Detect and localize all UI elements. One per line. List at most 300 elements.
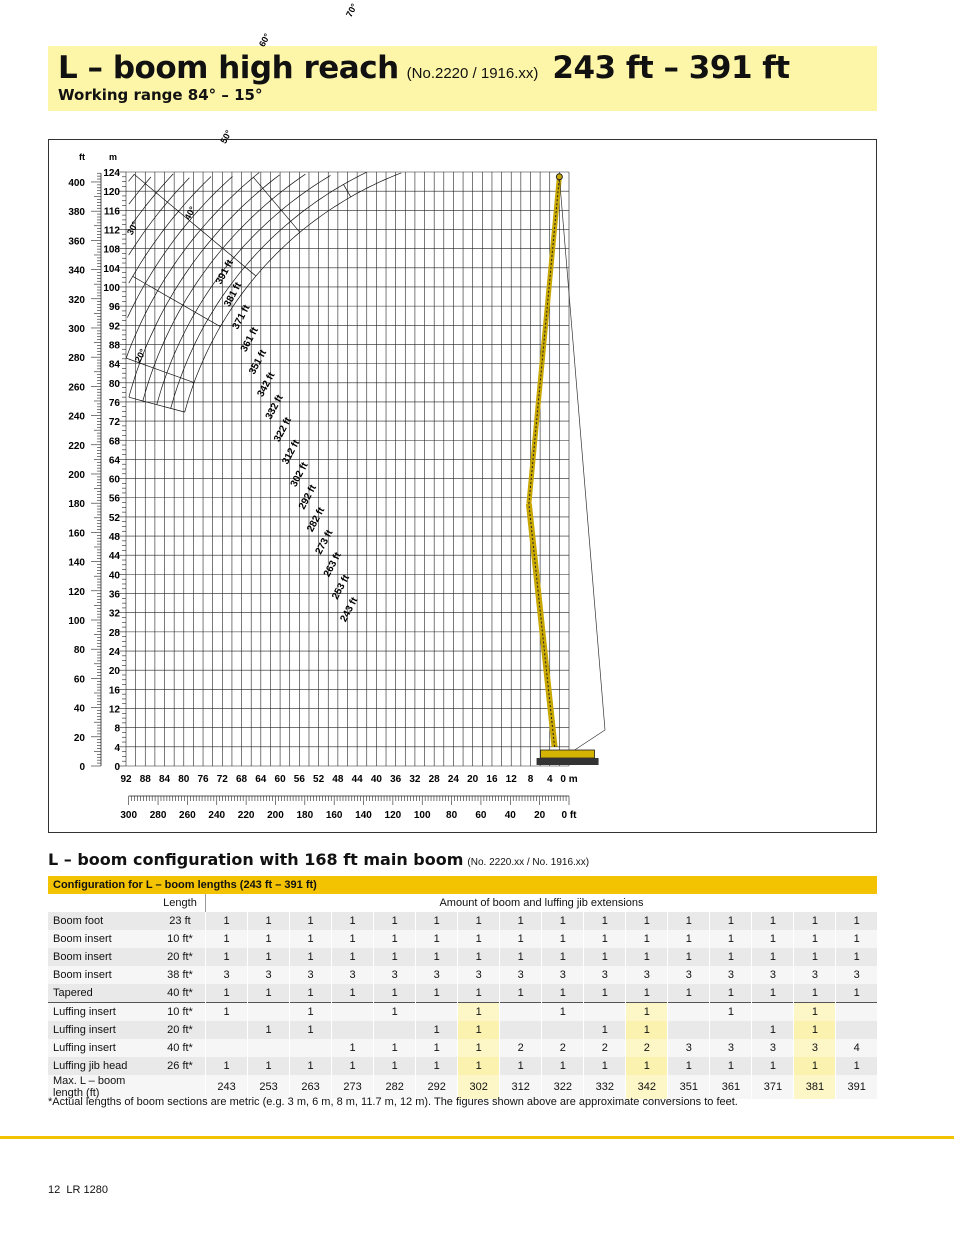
configuration-table [48, 876, 877, 1099]
table-cell: 1 [416, 1021, 458, 1039]
table-cell: 1 [290, 912, 332, 930]
y-m-tick-label: 88 [108, 340, 120, 352]
y-m-tick-label: 64 [108, 455, 120, 467]
boom-length-label: 391 ft [213, 258, 236, 287]
table-cell: 1 [416, 1039, 458, 1057]
boom-length-label: 361 ft [238, 325, 261, 354]
x-m-tick-label: 28 [428, 774, 440, 785]
x-m-tick-label: 44 [351, 774, 363, 785]
y-ft-tick-label: 240 [68, 411, 85, 423]
table-cell: 1 [248, 930, 290, 948]
y-m-tick-label: 40 [108, 570, 120, 582]
y-m-tick-label: 124 [103, 168, 120, 179]
angle-label: 30° [124, 219, 141, 237]
angle-label: 20° [132, 347, 148, 364]
table-cell: 3 [206, 966, 248, 984]
table-cell: 292 [416, 1075, 458, 1099]
x-ft-tick-label: 140 [355, 810, 372, 821]
table-cell [584, 1003, 626, 1022]
y-m-tick-label: 80 [108, 378, 120, 390]
table-cell: 1 [500, 1057, 542, 1075]
y-m-tick-label: 104 [103, 263, 120, 275]
row-label: Max. L – boom length (ft) [48, 1075, 155, 1099]
y-m-tick-label: 60 [108, 474, 120, 486]
table-cell: 1 [710, 984, 752, 1003]
table-cell: 1 [794, 930, 836, 948]
table-row [48, 966, 877, 984]
table-cell: 1 [794, 912, 836, 930]
working-range-arc [129, 174, 135, 181]
table-header-row [48, 876, 877, 894]
table-subheader-row [48, 894, 877, 912]
table-cell: 243 [206, 1075, 248, 1099]
table-cell: 1 [206, 984, 248, 1003]
angle-line [133, 276, 221, 326]
table-cell: 1 [206, 948, 248, 966]
section-title-main: L – boom configuration with 168 ft main boom [48, 850, 464, 869]
table-cell: 1 [752, 948, 794, 966]
row-length: 20 ft* [155, 1021, 206, 1039]
table-cell: 1 [332, 930, 374, 948]
table-cell: 1 [416, 1057, 458, 1075]
x-m-tick-label: 16 [486, 774, 498, 785]
y-ft-tick-label: 300 [68, 323, 85, 335]
x-m-tick-label: 88 [139, 774, 151, 785]
x-m-tick-label: 64 [255, 774, 267, 785]
table-cell: 1 [668, 948, 710, 966]
x-m-tick-label: 0 m [560, 774, 578, 785]
y-ft-tick-label: 220 [68, 440, 85, 452]
table-cell: 1 [794, 1057, 836, 1075]
table-cell: 1 [794, 1003, 836, 1022]
y-m-tick-label: 120 [103, 187, 120, 199]
boom-length-label: 322 ft [272, 415, 295, 444]
table-cell: 1 [626, 912, 668, 930]
table-cell: 1 [794, 1021, 836, 1039]
table-cell: 3 [752, 1039, 794, 1057]
angle-line [129, 397, 185, 412]
table-row [48, 912, 877, 930]
table-cell [500, 1021, 542, 1039]
section-title [48, 850, 589, 870]
table-cell: 1 [374, 948, 416, 966]
x-m-tick-label: 24 [447, 774, 459, 785]
table-cell: 1 [794, 984, 836, 1003]
x-m-tick-label: 68 [236, 774, 248, 785]
x-m-tick-label: 40 [370, 774, 382, 785]
table-cell [668, 1003, 710, 1022]
boom-length-label: 292 ft [296, 483, 319, 512]
table-cell [710, 1021, 752, 1039]
table-cell: 1 [542, 912, 584, 930]
x-m-tick-label: 80 [178, 774, 190, 785]
table-cell: 1 [752, 1021, 794, 1039]
table-cell [416, 1003, 458, 1022]
working-range-arc [157, 175, 331, 404]
table-cell: 1 [584, 1021, 626, 1039]
title-range: 243 ft – 391 ft [552, 50, 790, 86]
table-cell: 1 [290, 1057, 332, 1075]
table-cell: 1 [290, 1003, 332, 1022]
y-ft-tick-label: 320 [68, 294, 85, 306]
x-m-tick-label: 76 [197, 774, 209, 785]
x-ft-tick-label: 220 [237, 810, 255, 821]
table-cell: 351 [668, 1075, 710, 1099]
angle-label: 60° [256, 31, 273, 49]
table-cell: 2 [500, 1039, 542, 1057]
table-cell: 342 [626, 1075, 668, 1099]
table-cell: 3 [500, 966, 542, 984]
y-m-tick-label: 0 [114, 762, 120, 773]
x-ft-tick-label: 160 [325, 810, 343, 821]
table-cell: 1 [500, 984, 542, 1003]
table-cell: 1 [500, 948, 542, 966]
y-m-tick-label: 4 [114, 742, 120, 754]
table-cell: 332 [584, 1075, 626, 1099]
table-cell: 3 [248, 966, 290, 984]
table-cell: 1 [416, 912, 458, 930]
row-label: Luffing jib head [48, 1057, 155, 1075]
working-range-arc [131, 174, 174, 227]
table-cell: 1 [752, 1057, 794, 1075]
y-ft-tick-label: 160 [68, 528, 85, 540]
table-cell: 3 [584, 966, 626, 984]
table-row [48, 1057, 877, 1075]
boom-length-label: 273 ft [313, 528, 336, 557]
y-m-tick-label: 72 [108, 417, 120, 429]
table-cell: 391 [836, 1075, 877, 1099]
y-m-tick-label: 12 [108, 704, 120, 716]
table-cell: 1 [332, 1039, 374, 1057]
table-cell [248, 1039, 290, 1057]
table-cell: 302 [458, 1075, 500, 1099]
table-cell [836, 1003, 877, 1022]
table-cell: 1 [626, 1057, 668, 1075]
boom-length-label: 282 ft [305, 505, 328, 534]
y-m-tick-label: 116 [103, 206, 120, 218]
table-cell: 3 [794, 1039, 836, 1057]
table-cell: 3 [332, 966, 374, 984]
y-m-tick-label: 52 [108, 512, 120, 524]
table-cell: 1 [542, 1003, 584, 1022]
x-m-tick-label: 84 [158, 774, 171, 785]
y-ft-unit-label: ft [79, 152, 85, 162]
y-m-tick-label: 20 [108, 666, 120, 678]
table-cell: 381 [794, 1075, 836, 1099]
angle-label: 70° [343, 1, 360, 19]
row-length: 10 ft* [155, 1003, 206, 1022]
y-ft-tick-label: 280 [68, 353, 85, 365]
boom-length-label: 263 ft [321, 550, 344, 579]
y-m-tick-label: 56 [108, 493, 120, 505]
table-cell: 1 [206, 1003, 248, 1022]
table-cell: 1 [374, 1057, 416, 1075]
y-ft-tick-label: 180 [68, 499, 85, 511]
y-ft-tick-label: 400 [68, 177, 85, 189]
title-main: L – boom high reach [58, 50, 399, 86]
y-m-tick-label: 96 [108, 302, 120, 314]
table-cell: 1 [668, 984, 710, 1003]
working-range-arc [143, 174, 306, 401]
table-cell: 1 [626, 948, 668, 966]
table-cell [374, 1021, 416, 1039]
table-cell: 1 [668, 912, 710, 930]
table-cell: 1 [458, 1003, 500, 1022]
table-row [48, 1021, 877, 1039]
table-cell: 1 [542, 1057, 584, 1075]
table-cell: 1 [332, 948, 374, 966]
boom-length-label: 342 ft [255, 370, 278, 399]
y-m-tick-label: 108 [103, 244, 120, 256]
table-cell: 3 [626, 966, 668, 984]
table-cell: 1 [500, 912, 542, 930]
table-cell [332, 1021, 374, 1039]
angle-label: 50° [218, 128, 234, 146]
table-cell: 1 [374, 930, 416, 948]
table-cell: 1 [248, 1057, 290, 1075]
row-label: Boom insert [48, 948, 155, 966]
table-cell: 1 [290, 948, 332, 966]
table-cell: 3 [668, 966, 710, 984]
table-cell: 3 [542, 966, 584, 984]
table-cell: 1 [374, 984, 416, 1003]
table-row [48, 1039, 877, 1057]
row-label: Boom insert [48, 966, 155, 984]
x-ft-tick-label: 80 [446, 810, 458, 821]
boom-length-label: 381 ft [222, 280, 245, 309]
page-footer [48, 1184, 108, 1196]
table-cell: 1 [332, 912, 374, 930]
x-ft-tick-label: 240 [208, 810, 226, 821]
boom-length-label: 243 ft [338, 595, 361, 624]
y-m-tick-label: 100 [103, 282, 120, 294]
table-cell: 1 [374, 1039, 416, 1057]
boom-length-label: 312 ft [280, 438, 303, 467]
footnote: *Actual lengths of boom sections are metric (e.g. 3 m, 6 m, 8 m, 11.7 m, 12 m). The figures shown above are approximate conversions to feet. [48, 1096, 738, 1108]
table-cell: 3 [710, 1039, 752, 1057]
boom-length-label: 332 ft [263, 393, 286, 422]
guy-line [559, 177, 605, 730]
row-length: 20 ft* [155, 948, 206, 966]
page-number: 12 [48, 1184, 61, 1196]
table-cell: 3 [290, 966, 332, 984]
table-cell: 1 [542, 984, 584, 1003]
table-cell: 1 [584, 930, 626, 948]
title-band [48, 46, 877, 111]
y-ft-tick-label: 0 [79, 762, 85, 773]
boom-length-label: 302 ft [288, 460, 311, 489]
y-ft-tick-label: 380 [68, 207, 85, 219]
table-cell: 322 [542, 1075, 584, 1099]
table-cell: 1 [794, 948, 836, 966]
row-length: 40 ft* [155, 984, 206, 1003]
working-range-arc [129, 177, 211, 284]
x-m-tick-label: 20 [467, 774, 479, 785]
table-cell: 1 [206, 930, 248, 948]
row-length: 26 ft* [155, 1057, 206, 1075]
table-cell: 3 [416, 966, 458, 984]
y-m-tick-label: 8 [114, 723, 120, 735]
table-row [48, 930, 877, 948]
boom-length-label: 351 ft [247, 348, 270, 377]
table-cell: 1 [458, 930, 500, 948]
x-ft-tick-label: 280 [149, 810, 167, 821]
y-ft-tick-label: 140 [68, 557, 85, 569]
table-cell: 1 [710, 1003, 752, 1022]
table-cell [752, 1003, 794, 1022]
table-cell: 282 [374, 1075, 416, 1099]
y-ft-tick-label: 80 [73, 645, 85, 657]
row-label: Boom insert [48, 930, 155, 948]
table-cell: 1 [836, 948, 877, 966]
jib-head [556, 174, 562, 180]
table-cell: 1 [458, 948, 500, 966]
table-cell: 2 [542, 1039, 584, 1057]
empty-cell [48, 894, 155, 912]
table-cell [668, 1021, 710, 1039]
table-cell: 3 [794, 966, 836, 984]
title-model: (No.2220 / 1916.xx) [406, 65, 539, 82]
table-cell: 3 [458, 966, 500, 984]
table-cell: 1 [710, 912, 752, 930]
table-cell: 1 [836, 1057, 877, 1075]
y-ft-tick-label: 100 [68, 615, 85, 627]
table-cell: 361 [710, 1075, 752, 1099]
table-cell: 1 [248, 1021, 290, 1039]
y-ft-tick-label: 20 [73, 732, 85, 744]
y-m-tick-label: 48 [108, 532, 120, 544]
table-cell: 1 [416, 948, 458, 966]
table-cell: 1 [374, 1003, 416, 1022]
table-cell: 2 [626, 1039, 668, 1057]
table-cell: 1 [332, 1057, 374, 1075]
y-m-tick-label: 92 [108, 321, 120, 333]
x-ft-tick-label: 260 [179, 810, 196, 821]
y-ft-tick-label: 340 [68, 265, 85, 277]
table-cell: 371 [752, 1075, 794, 1099]
y-m-tick-label: 28 [108, 627, 120, 639]
table-cell: 3 [752, 966, 794, 984]
y-m-unit-label: m [109, 152, 118, 162]
table-cell: 1 [458, 912, 500, 930]
table-cell: 1 [458, 1057, 500, 1075]
row-length: 23 ft [155, 912, 206, 930]
table-header: Configuration for L – boom lengths (243 ft – 391 ft) [48, 876, 877, 894]
table-cell: 1 [416, 930, 458, 948]
table-cell: 1 [458, 1021, 500, 1039]
table-cell: 1 [458, 1039, 500, 1057]
table-row [48, 984, 877, 1003]
table-cell: 1 [416, 984, 458, 1003]
x-ft-tick-label: 0 ft [561, 810, 577, 821]
table-cell: 1 [626, 1003, 668, 1022]
row-length: 40 ft* [155, 1039, 206, 1057]
table-cell: 1 [584, 912, 626, 930]
table-cell: 1 [542, 930, 584, 948]
length-label: Length [155, 894, 206, 912]
crane-upper-body [541, 750, 595, 758]
table-cell: 1 [626, 984, 668, 1003]
row-label: Luffing insert [48, 1003, 155, 1022]
table-cell: 1 [626, 1021, 668, 1039]
table-cell: 1 [752, 984, 794, 1003]
x-m-tick-label: 60 [274, 774, 286, 785]
working-range-arc [185, 173, 402, 412]
table-cell: 1 [248, 948, 290, 966]
angle-line [344, 184, 351, 197]
y-m-tick-label: 36 [108, 589, 120, 601]
boom-length-label: 371 ft [230, 303, 253, 332]
table-cell: 1 [290, 930, 332, 948]
table-cell: 1 [374, 912, 416, 930]
table-cell [836, 1021, 877, 1039]
y-m-tick-label: 24 [108, 647, 120, 659]
page-subtitle: Working range 84° – 15° [58, 86, 263, 104]
table-cell: 4 [836, 1039, 877, 1057]
table-cell [206, 1021, 248, 1039]
amount-label: Amount of boom and luffing jib extensions [206, 894, 878, 912]
table-cell: 1 [332, 984, 374, 1003]
table-cell: 1 [836, 912, 877, 930]
table-cell: 1 [248, 984, 290, 1003]
angle-label: 40° [182, 204, 198, 222]
table-cell [542, 1021, 584, 1039]
y-m-tick-label: 68 [108, 436, 120, 448]
x-ft-tick-label: 40 [504, 810, 516, 821]
x-ft-tick-label: 180 [296, 810, 314, 821]
y-ft-tick-label: 60 [73, 674, 85, 686]
x-m-tick-label: 56 [293, 774, 305, 785]
x-m-tick-label: 4 [546, 774, 553, 785]
table-cell [290, 1039, 332, 1057]
table-cell: 1 [542, 948, 584, 966]
row-label: Luffing insert [48, 1039, 155, 1057]
table-cell: 3 [668, 1039, 710, 1057]
table-cell: 3 [374, 966, 416, 984]
angle-line [253, 177, 299, 232]
table-cell: 263 [290, 1075, 332, 1099]
table-cell: 1 [206, 912, 248, 930]
table-cell: 312 [500, 1075, 542, 1099]
row-label: Luffing insert [48, 1021, 155, 1039]
x-m-tick-label: 32 [409, 774, 421, 785]
table-cell: 1 [206, 1057, 248, 1075]
table-cell: 1 [668, 930, 710, 948]
table-cell: 1 [710, 930, 752, 948]
table-cell: 273 [332, 1075, 374, 1099]
y-m-tick-label: 16 [108, 685, 120, 697]
row-length: 38 ft* [155, 966, 206, 984]
y-m-tick-label: 44 [108, 551, 120, 563]
working-range-arc [124, 176, 232, 317]
x-ft-tick-label: 20 [534, 810, 546, 821]
x-ft-tick-label: 120 [384, 810, 402, 821]
table-cell [500, 1003, 542, 1022]
table-row [48, 1003, 877, 1022]
table-cell: 1 [290, 984, 332, 1003]
table-cell: 1 [458, 984, 500, 1003]
table-cell: 1 [584, 984, 626, 1003]
x-m-tick-label: 72 [216, 774, 228, 785]
x-ft-tick-label: 100 [413, 810, 431, 821]
y-m-tick-label: 112 [103, 225, 120, 237]
table-cell: 253 [248, 1075, 290, 1099]
table-cell: 3 [836, 966, 877, 984]
table-cell [206, 1039, 248, 1057]
table-cell: 1 [836, 984, 877, 1003]
y-m-tick-label: 32 [108, 608, 120, 620]
y-ft-tick-label: 360 [68, 236, 85, 248]
